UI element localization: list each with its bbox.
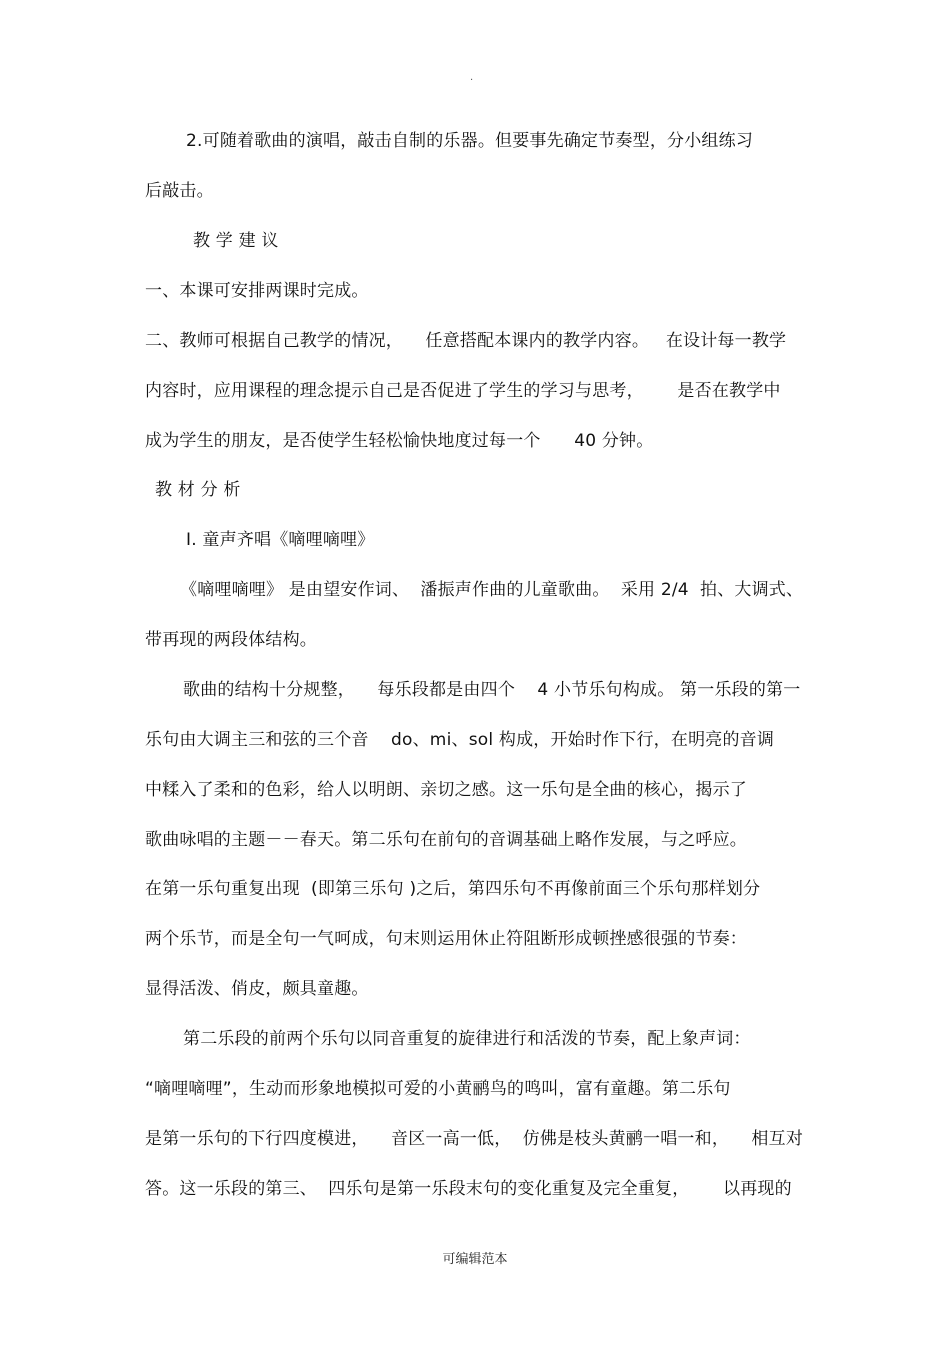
section-heading-teaching-advice: 教 学 建 议: [193, 231, 279, 251]
body-line-15: 歌曲咏唱的主题－－春天。第二乐句在前句的音调基础上略作发展，与之呼应。: [145, 830, 747, 850]
page-footer: 可编辑范本: [442, 1252, 508, 1267]
body-line-13: 乐句由大调主三和弦的三个音 do、mi、sol 构成，开始时作下行，在明亮的音调: [145, 730, 775, 750]
body-line-17: 两个乐节，而是全句一气呵成，句末则运用休止符阻断形成顿挫感很强的节奏：: [145, 929, 747, 949]
body-line-1: 2.可随着歌曲的演唱，敲击自制的乐器。但要事先确定节奏型，分小组练习: [186, 131, 754, 151]
body-line-5: 二、教师可根据自己教学的情况， 任意搭配本课内的教学内容。 在设计每一教学: [145, 331, 787, 351]
body-line-12: 歌曲的结构十分规整， 每乐段都是由四个 4 小节乐句构成。 第一乐段的第一: [183, 680, 801, 700]
body-line-20: “嘀哩嘀哩”，生动而形象地模拟可爱的小黄鹂鸟的鸣叫，富有童趣。第二乐句: [145, 1079, 731, 1099]
body-line-6: 内容时，应用课程的理念提示自己是否促进了学生的学习与思考， 是否在教学中: [145, 381, 781, 401]
body-line-10: 《嘀哩嘀哩》 是由望安作词、 潘振声作曲的儿童歌曲。 采用 2/4 拍、大调式、: [180, 580, 804, 600]
body-line-18: 显得活泼、俏皮，颇具童趣。: [145, 979, 369, 999]
header-mark: .: [470, 72, 474, 83]
body-line-4: 一、本课可安排两课时完成。: [145, 281, 369, 301]
body-line-11: 带再现的两段体结构。: [145, 630, 317, 650]
body-line-2: 后敲击。: [145, 181, 214, 201]
body-line-7: 成为学生的朋友，是否使学生轻松愉快地度过每一个 40 分钟。: [145, 431, 654, 451]
body-line-21: 是第一乐句的下行四度模进， 音区一高一低， 仿佛是枝头黄鹂一唱一和， 相互对: [145, 1129, 804, 1149]
body-line-19: 第二乐段的前两个乐句以同音重复的旋律进行和活泼的节奏，配上象声词：: [183, 1029, 751, 1049]
subsection-heading: Ⅰ. 童声齐唱《嘀哩嘀哩》: [186, 530, 375, 550]
section-heading-material-analysis: 教 材 分 析: [155, 480, 241, 500]
body-line-14: 中糅入了柔和的色彩，给人以明朗、亲切之感。这一乐句是全曲的核心，揭示了: [145, 780, 747, 800]
body-line-22: 答。这一乐段的第三、 四乐句是第一乐段末句的变化重复及完全重复， 以再现的: [145, 1179, 792, 1199]
body-line-16: 在第一乐句重复出现 (即第三乐句 )之后，第四乐句不再像前面三个乐句那样划分: [145, 879, 761, 899]
